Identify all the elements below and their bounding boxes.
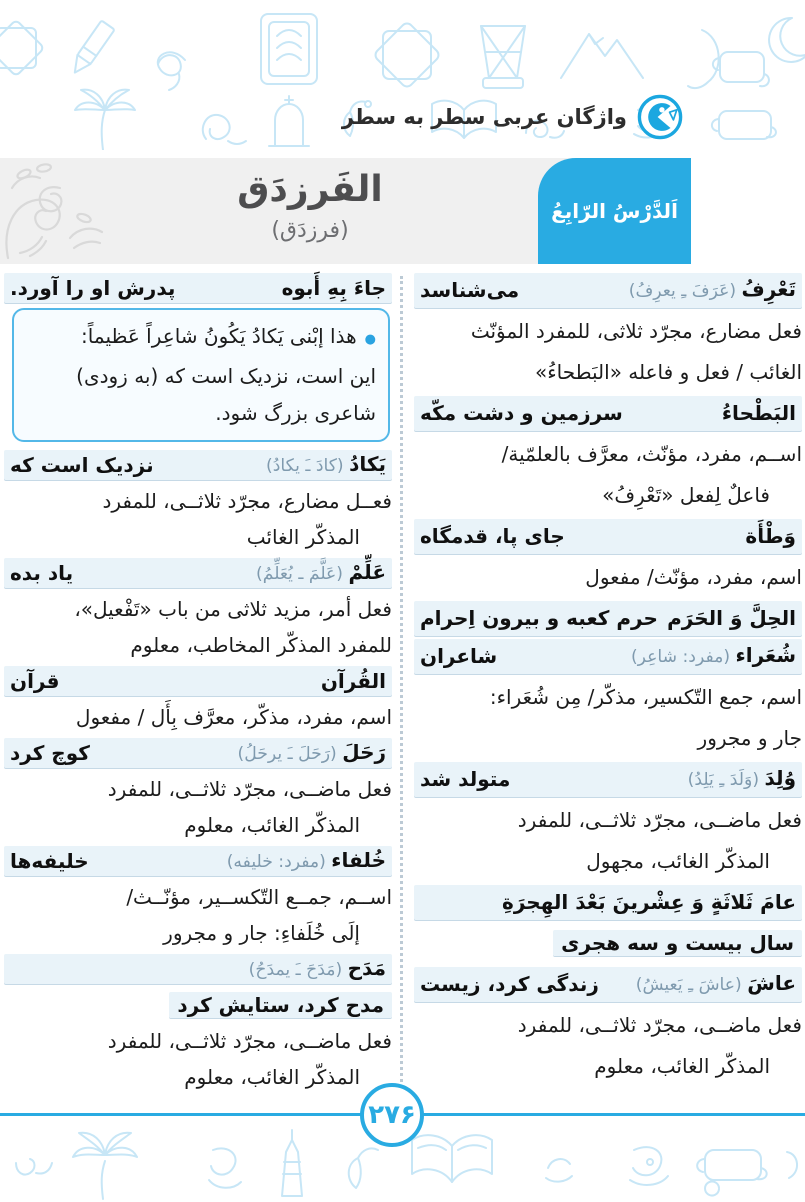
entry-meaning: حرم کعبه و بیرون اِحرام bbox=[420, 606, 658, 630]
page-header bbox=[342, 92, 683, 142]
entry-grammar-line: للمفرد المذکّر المخاطب، معلوم bbox=[130, 633, 392, 657]
entry-meaning: جای پا، قدمگاه bbox=[420, 524, 565, 548]
entry-headword: وُلِدَ bbox=[764, 766, 796, 790]
entry-grammar-line: المذکّر الغائب، معلوم bbox=[184, 813, 360, 837]
entry-grammar-line: فعل ماضــی، مجرّد ثلاثــی، للمفرد bbox=[107, 777, 392, 801]
entry-grammar-line: فعل مضارع، مجرّد ثلاثی، للمفرد المؤنّث bbox=[470, 319, 802, 343]
callout-box bbox=[12, 308, 390, 442]
entry-headword-group bbox=[629, 269, 796, 312]
entry-headword-row bbox=[414, 519, 802, 554]
entry-headword-group bbox=[256, 554, 386, 592]
entry-conjugation: (رَحَلَ ـَ یرحَلُ) bbox=[237, 744, 343, 764]
entry-conjugation: (مفرد: خلیفه) bbox=[226, 852, 332, 872]
entry-meaning: نزدیک است که bbox=[10, 453, 154, 477]
entry-meaning: پدرش او را آورد. bbox=[10, 276, 176, 300]
entry-headword-group bbox=[321, 663, 386, 699]
entry-grammar-line: المذکّر الغائب، مجهول bbox=[586, 849, 770, 873]
entry-conjugation: (مَدَحَ ـَ یمدَحُ) bbox=[248, 960, 348, 980]
callout-line bbox=[26, 358, 376, 395]
entry-grammar-line: جار و مجرور bbox=[697, 726, 802, 750]
entry-meaning: سرزمین و دشت مکّه bbox=[420, 401, 623, 425]
entry-meaning: یاد بده bbox=[10, 561, 74, 585]
entry-headword: خُلفاء bbox=[331, 848, 386, 872]
entry-headword: وَطْأَة bbox=[745, 524, 796, 548]
entry-headword-row bbox=[414, 396, 802, 431]
entry-meaning: می‌شناسد bbox=[420, 278, 520, 302]
entry-conjugation: (عَرَفَ ـِ یعرِفُ) bbox=[628, 281, 742, 301]
entry-headword: عامَ ثَلاثَةٍ وَ عِشْرینَ بَعْدَ الهِجرَةِ bbox=[502, 890, 796, 914]
entry-headword-row bbox=[414, 639, 802, 674]
entry-meaning: مدح کرد، ستایش کرد bbox=[169, 992, 392, 1018]
bullet-icon: ● bbox=[364, 332, 376, 347]
entry-headword-group bbox=[636, 963, 796, 1006]
callout-line bbox=[26, 318, 376, 358]
entry-meaning: متولد شد bbox=[420, 767, 511, 791]
entry-headword-row bbox=[4, 558, 392, 588]
lesson-number-box bbox=[538, 158, 691, 264]
entry-headword-row bbox=[4, 954, 392, 984]
callout-line bbox=[26, 395, 376, 432]
entry-grammar-line: إلَی خُلَفاءِ: جار و مجرور bbox=[163, 921, 360, 945]
entry-headword-row bbox=[414, 601, 802, 636]
callout-text: هذا إبْنی یَکادُ یَکُونُ شاعِراً عَظیماً: bbox=[81, 324, 357, 348]
entry-headword-row bbox=[414, 885, 802, 920]
speaking-face-icon bbox=[637, 94, 683, 140]
entry-headword: جاءَ بِهِ أَبوه bbox=[281, 276, 386, 300]
entry-grammar-line: المذکّر الغائب bbox=[246, 525, 360, 549]
entry-headword: شُعَراء bbox=[735, 643, 796, 667]
entry-grammar-line: اســم، جمــع التّکســیر، مؤنّــث/ bbox=[126, 885, 392, 909]
entry-headword-row bbox=[4, 666, 392, 696]
entry-meaning: سال بیست و سه هجری bbox=[553, 930, 802, 956]
entry-headword-group bbox=[667, 598, 796, 639]
vocab-column-left bbox=[4, 270, 392, 1095]
page-number: ۲۷۶ bbox=[368, 1100, 416, 1130]
entry-conjugation: (کادَ ـَ یکادُ) bbox=[266, 456, 350, 476]
column-divider bbox=[400, 276, 403, 1082]
entry-headword-row bbox=[4, 846, 392, 876]
lesson-number-label: اَلدَّرْسُ الرّابِعُ bbox=[551, 199, 678, 223]
entry-conjugation: (عَلَّمَ ـ یُعَلِّمُ) bbox=[256, 564, 349, 584]
entry-headword: عَلِّمْ bbox=[348, 560, 386, 584]
floral-ornament bbox=[0, 158, 110, 264]
entry-headword-group bbox=[631, 635, 796, 678]
entry-headword-group bbox=[227, 842, 386, 880]
entry-conjugation: (وَلَدَ ـِ یَلِدُ) bbox=[687, 770, 765, 790]
entry-meaning: قرآن bbox=[10, 669, 60, 693]
entry-grammar-line: فعــل مضارع، مجرّد ثلاثــی، للمفرد bbox=[102, 489, 392, 513]
entry-meaning-row bbox=[4, 987, 392, 1023]
callout-text: شاعری بزرگ شود. bbox=[215, 401, 376, 425]
entry-headword-row bbox=[414, 273, 802, 308]
lesson-title: الفَرزدَق bbox=[237, 169, 383, 210]
entry-conjugation: (عاشَ ـِ یَعیشُ) bbox=[635, 975, 748, 995]
entry-grammar-line: اسم، جمع التّکسیر، مذکّر/ مِن شُعَراء: bbox=[489, 685, 802, 709]
entry-grammar-line: فعل ماضــی، مجرّد ثلاثــی، للمفرد bbox=[107, 1029, 392, 1053]
entry-grammar-line: اسم، مفرد، مذکّر، معرَّف بِأَل / مفعول bbox=[75, 705, 392, 729]
entry-headword-row bbox=[4, 450, 392, 480]
lesson-title-block bbox=[140, 166, 480, 248]
entry-conjugation: (مفرد: شاعِر) bbox=[630, 647, 736, 667]
entry-grammar-line: المذکّر الغائب، معلوم bbox=[184, 1065, 360, 1089]
entry-grammar-line: فعل ماضــی، مجرّد ثلاثــی، للمفرد bbox=[517, 1013, 802, 1037]
entry-grammar-line: المذکّر الغائب، معلوم bbox=[594, 1054, 770, 1078]
entry-headword-group bbox=[249, 950, 386, 988]
entry-headword: عاشَ bbox=[747, 971, 796, 995]
entry-headword: الحِلَّ وَ الحَرَم bbox=[667, 606, 796, 630]
entry-headword-group bbox=[238, 734, 386, 772]
entry-headword: یَکادُ bbox=[349, 452, 386, 476]
entry-grammar-line: فاعلٌ لِفعل «تَعْرِفُ» bbox=[602, 483, 770, 507]
page-number-badge bbox=[360, 1083, 424, 1147]
entry-headword: رَحَلَ bbox=[342, 740, 386, 764]
entry-grammar-line: فعل أمر، مزید ثلاثی من باب «تَفْعیل»، bbox=[74, 597, 392, 621]
entry-headword: مَدَح bbox=[347, 956, 386, 980]
lesson-title-transliteration: (فرزدَق) bbox=[271, 218, 349, 243]
entry-headword-group bbox=[266, 446, 386, 484]
entry-grammar-line: اســم، مفرد، مؤنّث، معرَّف بالعلمّیة/ bbox=[501, 442, 802, 466]
entry-headword-row bbox=[414, 762, 802, 797]
entry-meaning-row bbox=[414, 923, 802, 964]
entry-headword-row bbox=[414, 967, 802, 1002]
entry-grammar-line: فعل ماضــی، مجرّد ثلاثــی، للمفرد bbox=[517, 808, 802, 832]
entry-headword-row bbox=[4, 273, 392, 303]
callout-text: این است، نزدیک است که (به زودی) bbox=[76, 364, 376, 388]
entry-grammar-line: الغائب / فعل و فاعله «البَطحاءُ» bbox=[534, 360, 802, 384]
entry-headword-group bbox=[745, 516, 796, 557]
entry-headword-group bbox=[282, 270, 386, 306]
entry-meaning: کوچ کرد bbox=[10, 741, 90, 765]
entry-headword: البَطْحاءُ bbox=[721, 401, 796, 425]
entry-meaning: زندگی کرد، زیست bbox=[420, 972, 599, 996]
entry-meaning: شاعران bbox=[420, 644, 498, 668]
entry-headword-group bbox=[722, 393, 796, 434]
entry-headword-group bbox=[688, 758, 796, 801]
entry-meaning: خلیفه‌ها bbox=[10, 849, 89, 873]
entry-headword-row bbox=[4, 738, 392, 768]
entry-headword-group bbox=[502, 882, 796, 923]
entry-headword: القُرآن bbox=[320, 669, 386, 693]
entry-headword: تَعْرِفُ bbox=[741, 277, 796, 301]
header-title: واژگان عربی سطر به سطر bbox=[341, 105, 627, 129]
entry-grammar-line: اسم، مفرد، مؤنّث/ مفعول bbox=[585, 565, 802, 589]
vocab-column-right bbox=[414, 270, 802, 1087]
